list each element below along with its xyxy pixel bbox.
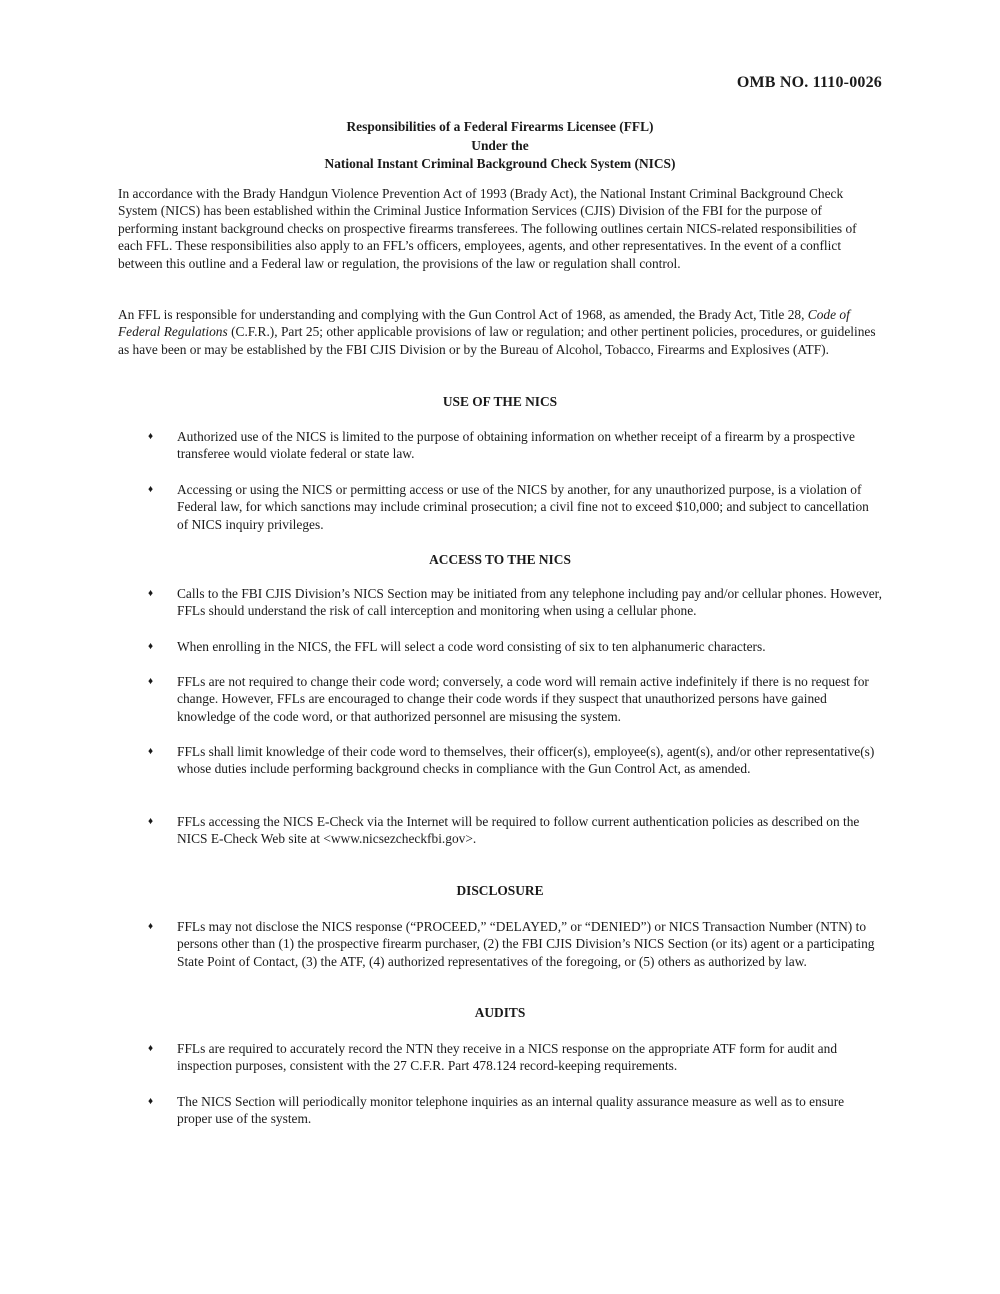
bullet-diamond-icon: ♦ [148,1096,154,1107]
bullet-diamond-icon: ♦ [148,746,154,757]
access-item-5 [148,813,882,848]
bullet-diamond-icon: ♦ [148,431,154,442]
audits-item-2-text: The NICS Section will periodically monitor telephone inquiries as an internal quality assurance measure as well as to ensure proper use of the system. [177,1094,845,1127]
section-heading-use: USE OF THE NICS [442,394,558,409]
title-line-2: Under the [471,137,529,153]
access-item-2 [148,638,882,655]
omb-number: OMB NO. 1110-0026 [736,74,882,91]
use-item-2 [148,481,882,533]
section-heading-access: ACCESS TO THE NICS [429,552,571,567]
title-line-3: National Instant Criminal Background Check System (NICS) [324,156,676,171]
section-heading-audits: AUDITS [474,1005,526,1020]
use-item-1-text: Authorized use of the NICS is limited to the purpose of obtaining information on whether receipt of a firearm by a prospective transferee would violate federal or state law. [177,429,855,462]
audits-item-2 [148,1093,882,1128]
intro-paragraph-2-part-b: (C.F.R.), Part 25; other applicable provisions of law or regulation; and other pertinent policies, procedures, or guidelines as have been or may be established by the FBI CJIS Division or by the Bureau of Alcohol, Tobacco, Firearms and Explosives (ATF). [118,324,876,357]
audits-item-1 [148,1040,882,1075]
audits-item-1-text: FFLs are required to accurately record the NTN they receive in a NICS response on the appropriate ATF form for audit and inspection purposes, consistent with the 27 C.F.R. Part 478.124 record-keeping requirements. [177,1041,838,1074]
access-item-4 [148,743,882,778]
intro-paragraph-2-part-a: An FFL is responsible for understanding and complying with the Gun Control Act of 1968, as amended, the Brady Act, Title 28, [118,307,808,322]
cfr-italic-title: Code of Federal Regulations [118,307,850,340]
bullet-diamond-icon: ♦ [148,816,154,827]
disclosure-item-1 [148,918,882,970]
access-item-3 [148,673,882,725]
document-title [0,118,1000,174]
bullet-diamond-icon: ♦ [148,588,154,599]
access-item-2-text: When enrolling in the NICS, the FFL will select a code word consisting of six to ten alphanumeric characters. [177,639,766,654]
bullet-diamond-icon: ♦ [148,484,154,495]
title-line-1: Responsibilities of a Federal Firearms Licensee (FFL) [346,119,654,134]
bullet-diamond-icon: ♦ [148,641,154,652]
use-item-1 [148,428,882,463]
disclosure-item-1-text: FFLs may not disclose the NICS response (“PROCEED,” “DELAYED,” or “DENIED”) or NICS Transaction Number (NTN) to persons other than (1) the prospective firearm purchaser, (2) the FBI CJIS Division’s NICS Section (or its) agent or a participating State Point of Contact, (3) the ATF, (4) authorized representatives of the foregoing, or (5) others as authorized by law. [177,919,875,969]
access-item-3-text: FFLs are not required to change their code word; conversely, a code word will remain active indefinitely if there is no request for change. However, FFLs are encouraged to change their code words if they suspect that unauthorized persons have gained knowledge of the code word, or that authorized personnel are misusing the system. [177,674,869,724]
access-item-4-text: FFLs shall limit knowledge of their code word to themselves, their officer(s), employee(s), agent(s), and/or other representative(s) whose duties include performing background checks in compliance with the Gun Control Act, as amended. [177,744,875,777]
access-item-1 [148,585,882,620]
access-item-1-text: Calls to the FBI CJIS Division’s NICS Section may be initiated from any telephone including pay and/or cellular phones. However, FFLs should understand the risk of call interception and monitoring when using a cellular phone. [177,586,882,619]
section-heading-disclosure: DISCLOSURE [456,883,544,898]
access-item-5-text: FFLs accessing the NICS E-Check via the Internet will be required to follow current authentication policies as described on the NICS E-Check Web site at <www.nicsezcheckfbi.gov>. [177,814,860,847]
intro-paragraph-2 [118,306,882,358]
bullet-diamond-icon: ♦ [148,676,154,687]
intro-paragraph-1: In accordance with the Brady Handgun Violence Prevention Act of 1993 (Brady Act), the National Instant Criminal Background Check System (NICS) has been established within the Criminal Justice Information Services (CJIS) Division of the FBI for the purpose of performing instant background checks on prospective firearms transferees. The following outlines certain NICS-related responsibilities of each FFL. These responsibilities also apply to an FFL’s officers, employees, agents, and other representatives. In the event of a conflict between this outline and a Federal law or regulation, the provisions of the law or regulation shall control. [118,186,857,271]
use-item-2-text: Accessing or using the NICS or permitting access or use of the NICS by another, for any unauthorized purpose, is a violation of Federal law, for which sanctions may include criminal prosecution; a civil fine not to exceed $10,000; and subject to cancellation of NICS inquiry privileges. [177,482,869,532]
bullet-diamond-icon: ♦ [148,1043,154,1054]
bullet-diamond-icon: ♦ [148,921,154,932]
